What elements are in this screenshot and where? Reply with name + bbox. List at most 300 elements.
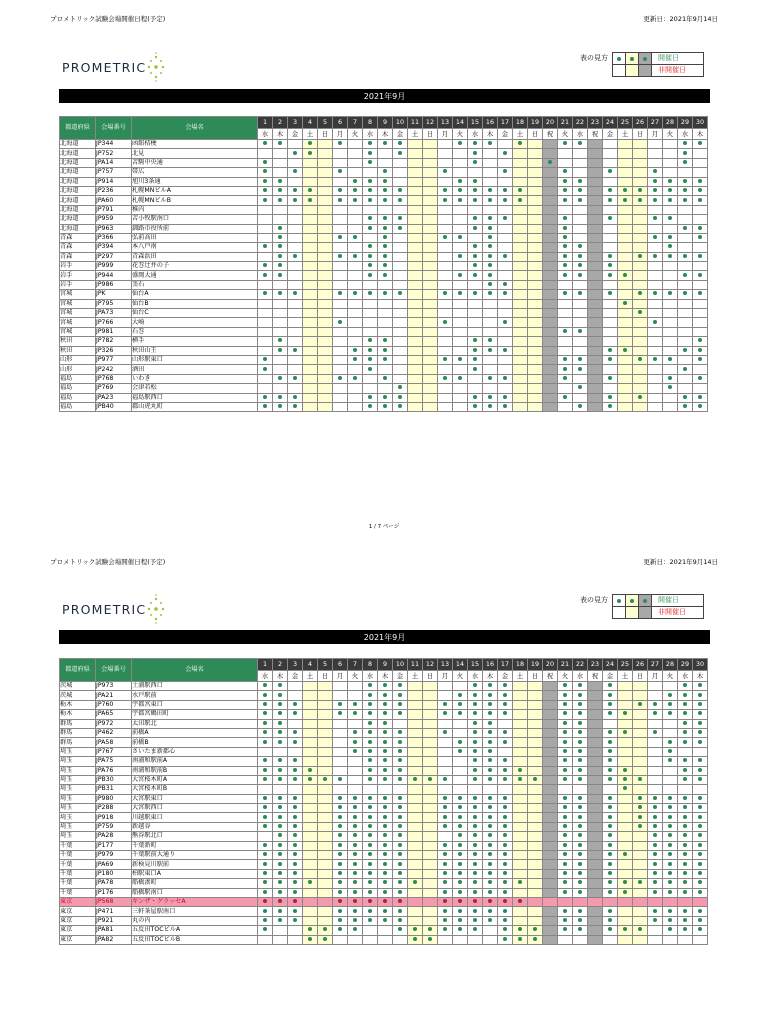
day-cell (468, 757, 483, 766)
open-day-dot (533, 777, 537, 781)
column-header-code: 会場番号 (96, 659, 132, 682)
day-cell (408, 813, 423, 822)
day-cell (423, 869, 438, 878)
day-cell (618, 775, 633, 784)
weekday-label: 日 (318, 128, 333, 140)
day-cell (288, 327, 303, 336)
open-day-dot (278, 730, 282, 734)
day-cell (528, 907, 543, 916)
cell-pref: 東京 (60, 935, 96, 944)
day-cell (363, 710, 378, 719)
cell-name: 千葉新町 (132, 841, 258, 850)
day-cell (318, 355, 333, 364)
open-day-dot (683, 179, 687, 183)
day-cell (423, 832, 438, 841)
open-day-dot (698, 758, 702, 762)
open-day-dot (473, 273, 477, 277)
open-day-dot (488, 291, 492, 295)
day-cell (543, 728, 558, 737)
day-cell (318, 196, 333, 205)
day-number: 20 (543, 659, 558, 671)
day-cell (513, 393, 528, 402)
day-cell (513, 280, 528, 289)
day-cell (483, 355, 498, 364)
day-cell (288, 869, 303, 878)
open-day-dot (638, 805, 642, 809)
open-day-dot (608, 768, 612, 772)
cell-code: JP963 (96, 224, 132, 233)
day-cell (603, 140, 618, 149)
open-day-dot (398, 880, 402, 884)
day-cell (543, 177, 558, 186)
day-cell (393, 785, 408, 794)
day-cell (513, 309, 528, 318)
day-cell (663, 738, 678, 747)
day-cell (438, 869, 453, 878)
day-cell (258, 271, 273, 280)
day-cell (453, 140, 468, 149)
day-cell (408, 794, 423, 803)
day-cell (273, 355, 288, 364)
day-cell (648, 757, 663, 766)
open-day-dot (473, 768, 477, 772)
open-day-dot (473, 927, 477, 931)
day-cell (633, 355, 648, 364)
day-cell (648, 879, 663, 888)
day-cell (393, 888, 408, 897)
header-title: プロメトリック試験会場開催日程(予定) (50, 558, 166, 566)
day-cell (483, 860, 498, 869)
day-cell (288, 888, 303, 897)
open-day-dot (563, 843, 567, 847)
day-cell (393, 747, 408, 756)
day-cell (603, 177, 618, 186)
open-day-dot (338, 169, 342, 173)
day-cell (288, 766, 303, 775)
day-cell (573, 402, 588, 411)
day-cell (468, 233, 483, 242)
day-cell (318, 309, 333, 318)
day-cell (468, 271, 483, 280)
day-cell (408, 879, 423, 888)
open-day-dot (398, 862, 402, 866)
day-cell (423, 682, 438, 691)
day-cell (363, 907, 378, 916)
day-cell (603, 355, 618, 364)
day-cell (333, 907, 348, 916)
open-day-dot (398, 385, 402, 389)
day-cell (408, 766, 423, 775)
weekday-label: 日 (528, 670, 543, 682)
day-cell (603, 747, 618, 756)
day-cell (408, 402, 423, 411)
open-day-dot (293, 730, 297, 734)
day-cell (588, 233, 603, 242)
day-cell (573, 691, 588, 700)
open-day-dot (698, 141, 702, 145)
day-cell (588, 860, 603, 869)
day-cell (438, 728, 453, 737)
day-cell (648, 728, 663, 737)
day-cell (348, 205, 363, 214)
day-cell (363, 384, 378, 393)
day-cell (603, 318, 618, 327)
day-cell (633, 869, 648, 878)
day-cell (453, 327, 468, 336)
table-row (60, 719, 708, 728)
day-cell (468, 785, 483, 794)
day-cell (393, 393, 408, 402)
day-cell (318, 140, 333, 149)
day-cell (348, 318, 363, 327)
day-cell (438, 916, 453, 925)
open-day-dot (698, 254, 702, 258)
open-day-dot (683, 843, 687, 847)
day-cell (588, 393, 603, 402)
day-cell (588, 728, 603, 737)
weekday-label: 水 (258, 128, 273, 140)
day-cell (318, 168, 333, 177)
day-cell (588, 205, 603, 214)
open-day-dot (698, 871, 702, 875)
open-day-dot (503, 862, 507, 866)
open-day-dot (443, 198, 447, 202)
day-cell (573, 832, 588, 841)
open-day-dot (383, 169, 387, 173)
day-cell (258, 766, 273, 775)
day-cell (363, 186, 378, 195)
day-cell (603, 926, 618, 935)
day-cell (408, 728, 423, 737)
table-row (60, 271, 708, 280)
day-cell (423, 822, 438, 831)
cell-pref: 栃木 (60, 710, 96, 719)
open-day-dot (563, 927, 567, 931)
day-cell (513, 196, 528, 205)
day-cell (573, 766, 588, 775)
cell-pref: 茨城 (60, 691, 96, 700)
day-cell (468, 177, 483, 186)
day-cell (543, 224, 558, 233)
open-day-dot (443, 777, 447, 781)
day-cell (363, 196, 378, 205)
cell-name: 新検見川駅前 (132, 860, 258, 869)
day-cell (333, 233, 348, 242)
open-day-dot (578, 805, 582, 809)
open-day-dot (278, 226, 282, 230)
open-day-dot (563, 833, 567, 837)
open-day-dot (698, 198, 702, 202)
day-cell (633, 935, 648, 944)
day-cell (618, 224, 633, 233)
cell-name: 仙台C (132, 309, 258, 318)
day-cell (573, 710, 588, 719)
cell-code: JP366 (96, 233, 132, 242)
open-day-dot (578, 244, 582, 248)
day-cell (528, 700, 543, 709)
day-cell (483, 186, 498, 195)
day-cell (423, 888, 438, 897)
day-cell (453, 682, 468, 691)
open-day-dot (338, 376, 342, 380)
open-day-dot (653, 357, 657, 361)
day-cell (648, 804, 663, 813)
day-cell (528, 309, 543, 318)
day-cell (648, 290, 663, 299)
cell-name: 前橋A (132, 728, 258, 737)
day-cell (453, 738, 468, 747)
open-day-dot (308, 777, 312, 781)
day-cell (363, 280, 378, 289)
day-cell (378, 309, 393, 318)
day-cell (333, 337, 348, 346)
day-cell (438, 233, 453, 242)
day-cell (573, 916, 588, 925)
day-cell (408, 832, 423, 841)
day-cell (363, 926, 378, 935)
open-day-dot (368, 711, 372, 715)
day-cell (648, 738, 663, 747)
day-cell (423, 691, 438, 700)
day-cell (633, 747, 648, 756)
day-cell (453, 309, 468, 318)
weekday-label: 金 (393, 128, 408, 140)
open-day-dot (308, 141, 312, 145)
open-day-dot (383, 263, 387, 267)
day-cell (528, 879, 543, 888)
day-cell (663, 757, 678, 766)
cell-name: 宇都宮東口 (132, 700, 258, 709)
open-day-dot (668, 385, 672, 389)
day-cell (663, 327, 678, 336)
day-cell (408, 337, 423, 346)
day-cell (318, 337, 333, 346)
day-cell (423, 355, 438, 364)
open-day-dot (263, 160, 267, 164)
day-cell (588, 935, 603, 944)
open-day-dot (458, 702, 462, 706)
day-cell (558, 747, 573, 756)
day-cell (498, 280, 513, 289)
day-cell (378, 738, 393, 747)
day-cell (423, 860, 438, 869)
day-cell (288, 337, 303, 346)
day-cell (438, 879, 453, 888)
day-cell (318, 327, 333, 336)
day-cell (348, 402, 363, 411)
day-cell (483, 280, 498, 289)
open-day-dot (653, 815, 657, 819)
open-day-dot (368, 226, 372, 230)
day-cell (678, 869, 693, 878)
cell-pref: 千葉 (60, 841, 96, 850)
day-number: 12 (423, 659, 438, 671)
open-day-dot (623, 188, 627, 192)
day-cell (468, 794, 483, 803)
cell-code: JPA69 (96, 860, 132, 869)
day-cell (663, 841, 678, 850)
table-row (60, 196, 708, 205)
day-cell (423, 804, 438, 813)
open-day-dot (503, 320, 507, 324)
day-cell (528, 728, 543, 737)
open-day-dot (338, 871, 342, 875)
day-number: 3 (288, 117, 303, 129)
open-day-dot (638, 702, 642, 706)
day-cell (678, 224, 693, 233)
day-cell (303, 804, 318, 813)
open-day-dot (563, 188, 567, 192)
day-cell (543, 691, 558, 700)
open-day-dot (653, 291, 657, 295)
day-cell (633, 879, 648, 888)
day-cell (558, 140, 573, 149)
day-cell (378, 926, 393, 935)
day-cell (318, 346, 333, 355)
open-day-dot (368, 702, 372, 706)
cell-pref: 北海道 (60, 196, 96, 205)
open-day-dot (308, 880, 312, 884)
day-number: 14 (453, 659, 468, 671)
cell-name: 郡山虎丸町 (132, 402, 258, 411)
logo-text: PROMETRIC (62, 601, 147, 617)
day-cell (558, 158, 573, 167)
day-number: 12 (423, 117, 438, 129)
day-cell (468, 907, 483, 916)
open-day-dot (263, 899, 267, 903)
day-cell (633, 252, 648, 261)
day-cell (438, 775, 453, 784)
open-day-dot (668, 796, 672, 800)
day-cell (678, 907, 693, 916)
day-cell (258, 168, 273, 177)
day-cell (618, 196, 633, 205)
cell-code: JPA21 (96, 691, 132, 700)
day-cell (528, 691, 543, 700)
open-day-dot (398, 226, 402, 230)
cell-pref: 青森 (60, 243, 96, 252)
day-cell (483, 346, 498, 355)
open-day-dot (473, 226, 477, 230)
day-cell (558, 280, 573, 289)
day-cell (573, 794, 588, 803)
day-cell (693, 140, 708, 149)
day-cell (318, 738, 333, 747)
day-cell (648, 888, 663, 897)
day-number: 25 (618, 659, 633, 671)
day-number: 27 (648, 117, 663, 129)
day-cell (333, 158, 348, 167)
open-day-dot (503, 937, 507, 941)
open-day-dot (548, 160, 552, 164)
day-number: 7 (348, 659, 363, 671)
day-cell (333, 149, 348, 158)
day-cell (498, 140, 513, 149)
open-day-dot (293, 758, 297, 762)
day-cell (573, 233, 588, 242)
cell-code: JP242 (96, 365, 132, 374)
open-day-dot (398, 768, 402, 772)
day-cell (363, 177, 378, 186)
day-cell (543, 149, 558, 158)
open-day-dot (503, 730, 507, 734)
open-day-dot (608, 683, 612, 687)
day-cell (603, 149, 618, 158)
day-cell (693, 271, 708, 280)
open-day-dot (293, 815, 297, 819)
day-cell (423, 728, 438, 737)
day-cell (693, 168, 708, 177)
open-day-dot (458, 254, 462, 258)
table-row (60, 916, 708, 925)
open-day-dot (503, 909, 507, 913)
day-cell (633, 888, 648, 897)
table-row (60, 747, 708, 756)
open-day-dot (338, 824, 342, 828)
open-day-dot (293, 404, 297, 408)
day-cell (483, 309, 498, 318)
day-cell (438, 935, 453, 944)
day-cell (333, 224, 348, 233)
open-day-dot (443, 862, 447, 866)
open-day-dot (698, 862, 702, 866)
weekday-label: 祝 (588, 128, 603, 140)
day-cell (693, 907, 708, 916)
open-day-dot (368, 880, 372, 884)
open-day-dot (488, 768, 492, 772)
day-cell (333, 393, 348, 402)
day-cell (363, 262, 378, 271)
open-day-dot (623, 730, 627, 734)
day-cell (528, 186, 543, 195)
open-day-dot (623, 768, 627, 772)
cell-code: JP297 (96, 252, 132, 261)
day-cell (453, 233, 468, 242)
open-day-dot (398, 141, 402, 145)
day-cell (378, 869, 393, 878)
day-cell (348, 149, 363, 158)
open-day-dot (578, 843, 582, 847)
open-day-dot (278, 824, 282, 828)
day-cell (468, 337, 483, 346)
open-day-dot (443, 711, 447, 715)
open-day-dot (518, 141, 522, 145)
day-cell (633, 926, 648, 935)
day-cell (588, 384, 603, 393)
day-cell (543, 299, 558, 308)
day-cell (288, 907, 303, 916)
day-cell (558, 841, 573, 850)
day-cell (633, 757, 648, 766)
day-cell (273, 149, 288, 158)
cell-pref: 宮城 (60, 299, 96, 308)
day-cell (513, 851, 528, 860)
day-cell (528, 290, 543, 299)
weekday-label: 金 (288, 670, 303, 682)
day-cell (663, 860, 678, 869)
open-day-dot (638, 198, 642, 202)
day-cell (483, 177, 498, 186)
day-cell (333, 935, 348, 944)
day-cell (543, 700, 558, 709)
day-cell (648, 822, 663, 831)
day-cell (678, 813, 693, 822)
cell-pref: 宮城 (60, 318, 96, 327)
open-day-dot (368, 862, 372, 866)
day-cell (258, 233, 273, 242)
day-cell (333, 262, 348, 271)
open-day-dot (278, 141, 282, 145)
